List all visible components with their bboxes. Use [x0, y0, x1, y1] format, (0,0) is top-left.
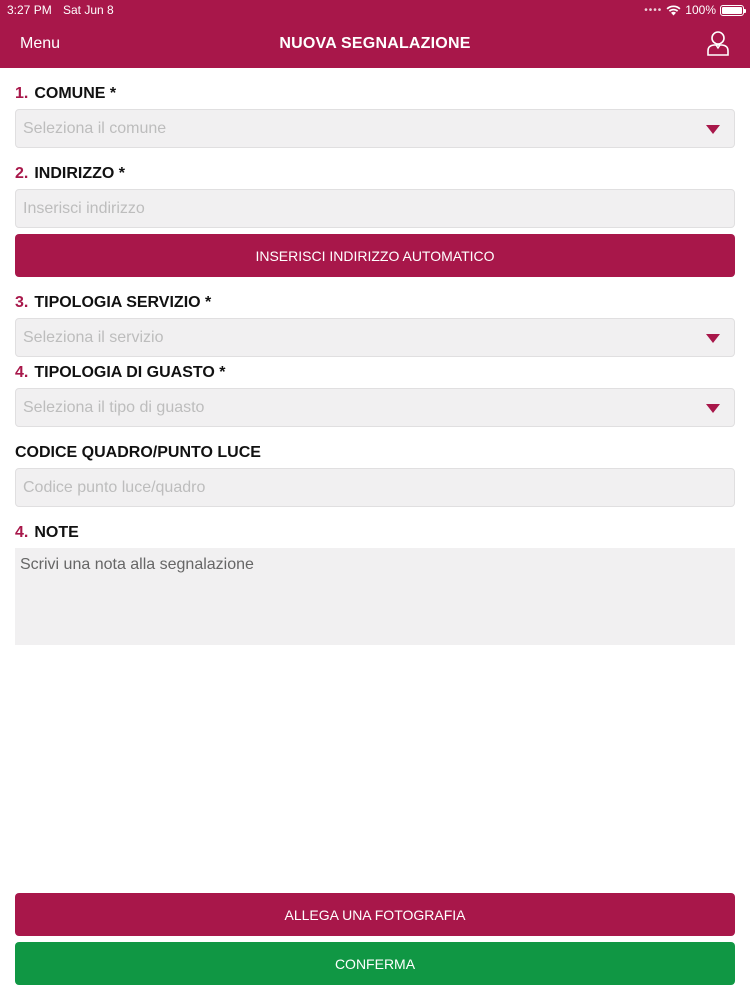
status-time: 3:27 PM: [7, 3, 52, 17]
indirizzo-input[interactable]: [15, 189, 735, 228]
indirizzo-label: [15, 165, 125, 183]
menu-button[interactable]: Menu: [20, 35, 61, 52]
user-profile-button[interactable]: [706, 30, 730, 56]
servizio-label: [15, 294, 211, 312]
dropdown-arrow-icon: [706, 334, 720, 343]
signal-icon: ••••: [644, 4, 663, 16]
guasto-select[interactable]: [15, 388, 735, 427]
dropdown-arrow-icon: [706, 404, 720, 413]
attach-photo-button[interactable]: ALLEGA UNA FOTOGRAFIA: [15, 893, 735, 936]
comune-label: [15, 85, 116, 103]
note-step-number: 4.: [15, 524, 29, 541]
guasto-step-number: 4.: [15, 364, 29, 381]
servizio-step-number: 3.: [15, 294, 29, 311]
page-title: NUOVA SEGNALAZIONE: [279, 35, 471, 52]
comune-label-text: COMUNE *: [34, 85, 117, 102]
codice-label: CODICE QUADRO/PUNTO LUCE: [15, 444, 261, 461]
guasto-select-placeholder: Seleziona il tipo di guasto: [23, 398, 205, 416]
dropdown-arrow-icon: [706, 125, 720, 134]
status-indicators: [644, 3, 744, 17]
user-icon: [706, 30, 730, 56]
note-label-text: NOTE: [34, 524, 79, 541]
servizio-label-text: TIPOLOGIA SERVIZIO *: [34, 294, 212, 311]
indirizzo-label-text: INDIRIZZO *: [34, 165, 126, 182]
guasto-label-text: TIPOLOGIA DI GUASTO *: [34, 364, 226, 381]
battery-percent: 100%: [685, 3, 716, 17]
top-bar: [0, 0, 750, 68]
note-label: [15, 524, 79, 542]
wifi-icon: [666, 5, 681, 16]
comune-step-number: 1.: [15, 85, 29, 102]
status-date: Sat Jun 8: [63, 3, 114, 17]
status-bar: [0, 0, 750, 20]
indirizzo-step-number: 2.: [15, 165, 29, 182]
battery-icon: [720, 5, 744, 16]
codice-input[interactable]: [15, 468, 735, 507]
servizio-select-placeholder: Seleziona il servizio: [23, 328, 164, 346]
auto-address-button[interactable]: INSERISCI INDIRIZZO AUTOMATICO: [15, 234, 735, 277]
servizio-select[interactable]: [15, 318, 735, 357]
note-textarea[interactable]: [15, 548, 735, 645]
comune-select-placeholder: Seleziona il comune: [23, 119, 167, 137]
comune-select[interactable]: [15, 109, 735, 148]
navigation-bar: [0, 20, 750, 68]
confirm-button[interactable]: CONFERMA: [15, 942, 735, 985]
guasto-label: [15, 364, 225, 382]
